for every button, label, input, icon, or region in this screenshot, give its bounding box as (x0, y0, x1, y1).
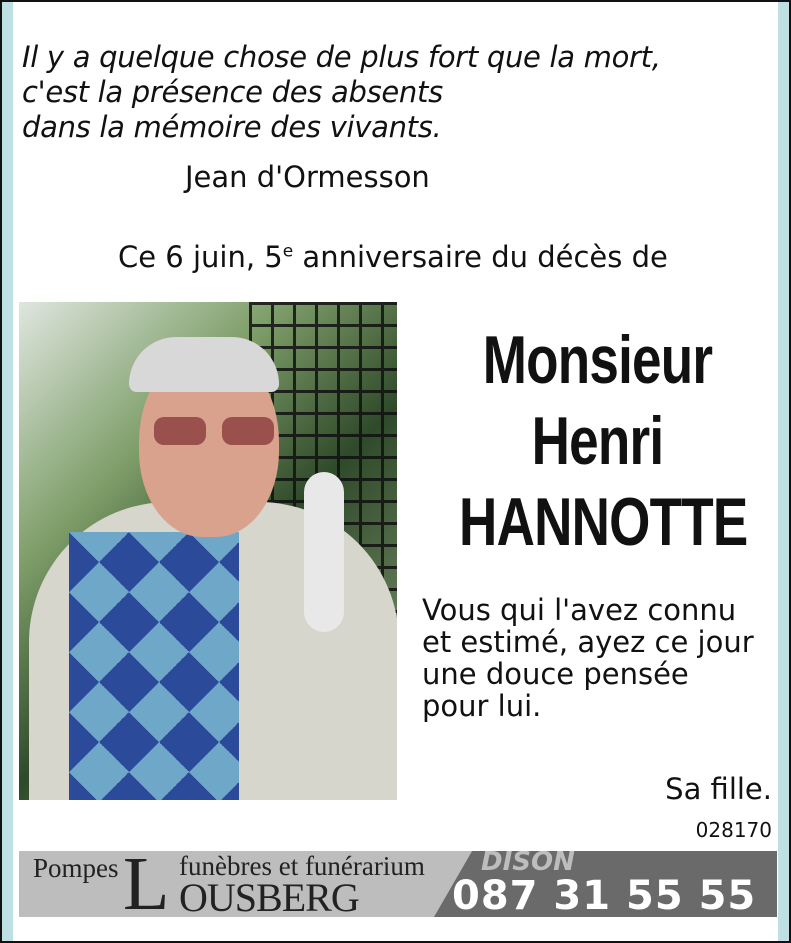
cockatiel (304, 472, 344, 632)
anniversary-line (118, 240, 668, 274)
quote-line: Il y a quelque chose de plus fort que la mort, (22, 40, 661, 74)
anniversary-prefix: Ce 6 juin, 5 (118, 240, 283, 274)
last-name: HANNOTTE (459, 484, 748, 560)
left-border-strip (2, 2, 13, 941)
portrait-photo (19, 302, 397, 800)
name-title: Monsieur (482, 322, 713, 398)
quote (22, 40, 661, 145)
advert-logo-letter: L (123, 851, 170, 917)
advert-phone: 087 31 55 55 (452, 873, 757, 917)
message-line: Vous qui l'avez connu (422, 593, 737, 627)
anniversary-suffix: anniversaire du décès de (293, 240, 668, 274)
first-name: Henri (531, 403, 664, 479)
funeral-home-advert (19, 851, 777, 917)
message-line: pour lui. (422, 689, 542, 723)
advert-funeraires: funèbres et funérarium (179, 851, 425, 881)
anniversary-sup: e (282, 241, 294, 262)
argyle-sweater (69, 532, 239, 800)
quote-author: Jean d'Ormesson (185, 160, 430, 194)
reference-number: 028170 (695, 818, 772, 842)
message-line: et estimé, ayez ce jour (422, 625, 754, 659)
right-border-strip (778, 2, 789, 941)
signature: Sa fille. (665, 772, 772, 806)
advert-pompes: Pompes (33, 853, 119, 883)
advert-city: DISON (481, 851, 575, 877)
quote-line: dans la mémoire des vivants. (22, 110, 442, 144)
hair (129, 337, 279, 392)
message-line: une douce pensée (422, 657, 689, 691)
deceased-name (459, 320, 748, 563)
quote-line: c'est la présence des absents (22, 75, 443, 109)
message (422, 594, 754, 722)
advert-name: OUSBERG (179, 875, 359, 917)
sunglasses (154, 417, 274, 447)
